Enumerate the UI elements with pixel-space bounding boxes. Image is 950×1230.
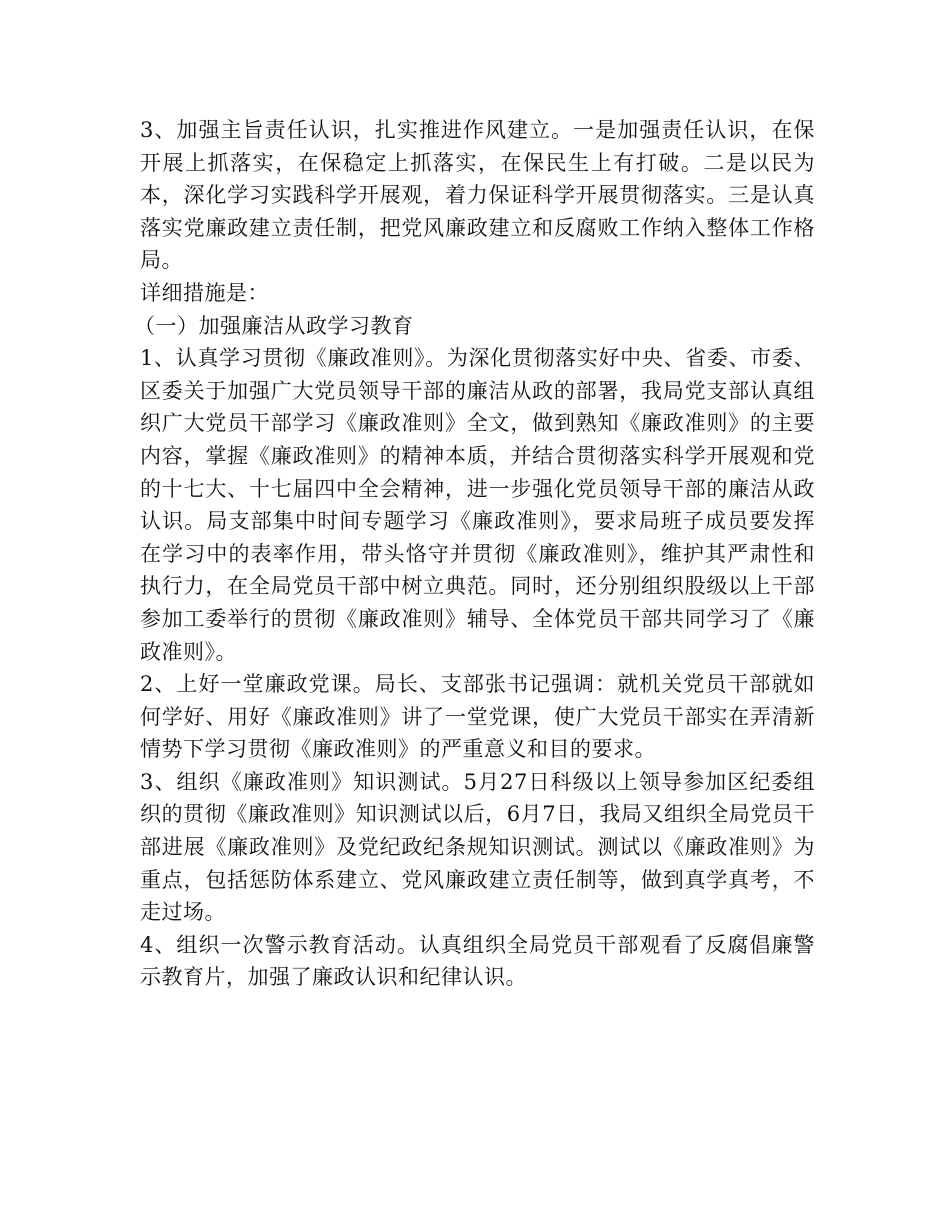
measures-heading: 详细措施是：	[140, 280, 269, 305]
document-body	[134, 114, 815, 994]
paragraph-responsibility: 3、加强主旨责任认识，扎实推进作风建立。一是加强责任认识，在保开展上抓落实，在保稳定上抓落实，在保民生上有打破。二是以民为本，深化学习实践科学开展观，着力保证科学开展贯彻落实。三是认真落实党廉政建立责任制，把党风廉政建立和反腐败工作纳入整体工作格局。	[140, 118, 815, 273]
paragraph-item-2: 2、上好一堂廉政党课。局长、支部张书记强调：就机关党员干部就如何学好、用好《廉政准则》讲了一堂党课，使广大党员干部实在弄清新情势下学习贯彻《廉政准则》的严重意义和目的要求。	[140, 672, 815, 762]
paragraph-item-4: 4、组织一次警示教育活动。认真组织全局党员干部观看了反腐倡廉警示教育片，加强了廉政认识和纪律认识。	[140, 932, 815, 990]
section-heading-integrity-education: （一）加强廉洁从政学习教育	[134, 313, 414, 338]
paragraph-item-3: 3、组织《廉政准则》知识测试。5月27日科级以上领导参加区纪委组织的贯彻《廉政准则》知识测试以后，6月7日，我局又组织全局党员干部进展《廉政准则》及党纪政纪条规知识测试。测试以《廉政准则》为重点，包括惩防体系建立、党风廉政建立责任制等，做到真学真考，不走过场。	[140, 769, 815, 925]
paragraph-item-1: 1、认真学习贯彻《廉政准则》。为深化贯彻落实好中央、省委、市委、区委关于加强广大党员领导干部的廉洁从政的部署，我局党支部认真组织广大党员干部学习《廉政准则》全文，做到熟知《廉政准则》的主要内容，掌握《廉政准则》的精神本质，并结合贯彻落实科学开展观和党的十七大、十七届四中全会精神，进一步强化党员领导干部的廉洁从政认识。局支部集中时间专题学习《廉政准则》，要求局班子成员要发挥在学习中的表率作用，带头恪守并贯彻《廉政准则》，维护其严肃性和执行力，在全局党员干部中树立典范。同时，还分别组织股级以上干部参加工委举行的贯彻《廉政准则》辅导、全体党员干部共同学习了《廉政准则》。	[140, 346, 815, 664]
